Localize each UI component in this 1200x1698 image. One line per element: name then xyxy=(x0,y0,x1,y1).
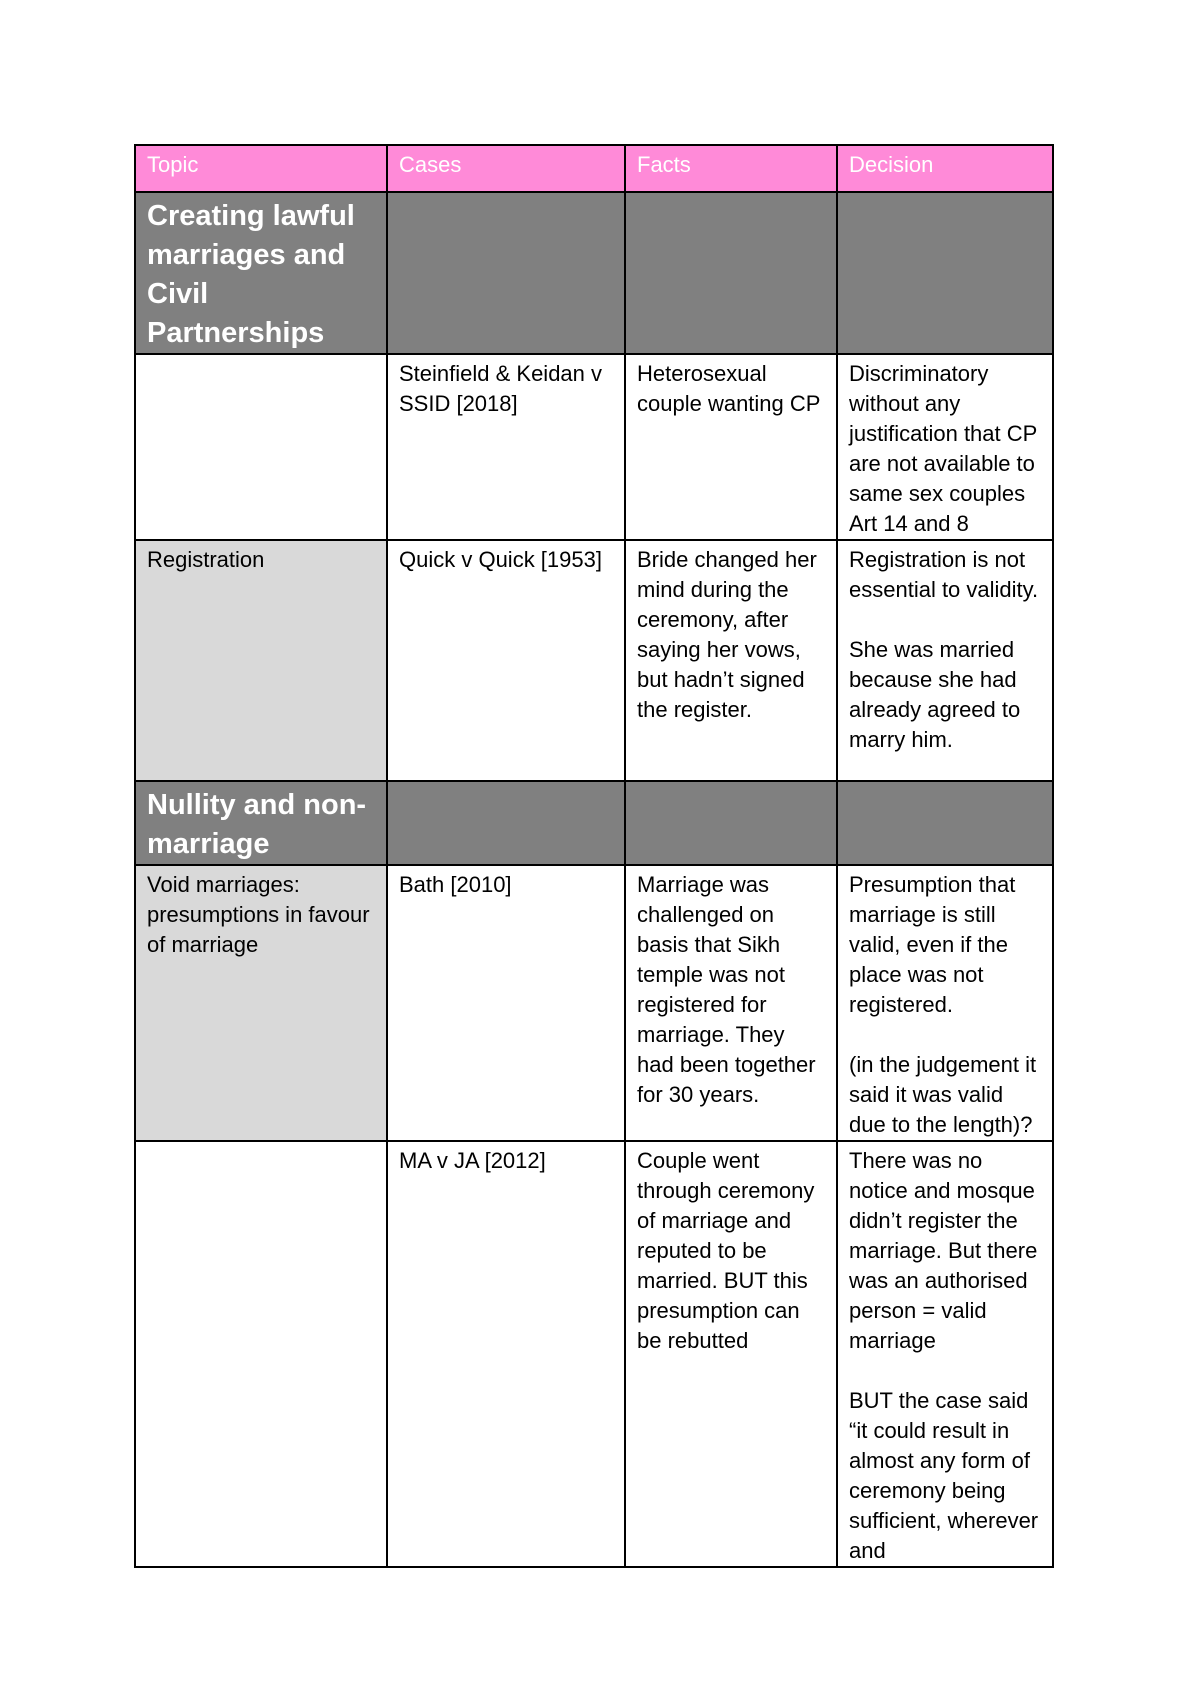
section-empty-cell xyxy=(837,781,1053,865)
decision-cell xyxy=(837,1141,1053,1567)
section-empty-cell xyxy=(625,781,837,865)
section-empty-cell xyxy=(625,192,837,354)
case-notes-table xyxy=(134,144,1054,1568)
table-row-steinfield xyxy=(135,354,1053,540)
decision-cell xyxy=(837,865,1053,1141)
decision-paragraph: Registration is not essential to validity. xyxy=(849,547,1039,602)
section-empty-cell xyxy=(387,192,625,354)
header-row xyxy=(135,145,1053,192)
topic-cell xyxy=(135,1141,387,1567)
decision-paragraph: (in the judgement it said it was valid due to the length)? xyxy=(849,1052,1037,1137)
decision-paragraph: BUT the case said “it could result in almost any form of ceremony being sufficient, wherever and xyxy=(849,1388,1039,1563)
facts-cell: Marriage was challenged on basis that Sikh temple was not registered for marriage. They had been together for 30 years. xyxy=(625,865,837,1141)
section-title-nullity: Nullity and non-marriage xyxy=(135,781,387,865)
table-row-bath xyxy=(135,865,1053,1141)
facts-cell: Bride changed her mind during the ceremony, after saying her vows, but hadn’t signed the register. xyxy=(625,540,837,781)
header-cases: Cases xyxy=(387,145,625,192)
table-row-quick xyxy=(135,540,1053,781)
section-row-nullity xyxy=(135,781,1053,865)
case-cell: Steinfield & Keidan v SSID [2018] xyxy=(387,354,625,540)
decision-paragraph: Presumption that marriage is still valid, even if the place was not registered. xyxy=(849,872,1016,1017)
section-title-creating: Creating lawful marriages and Civil Partnerships xyxy=(135,192,387,354)
facts-cell: Couple went through ceremony of marriage and reputed to be married. BUT this presumption can be rebutted xyxy=(625,1141,837,1567)
topic-cell: Void marriages: presumptions in favour of marriage xyxy=(135,865,387,1141)
table-row-maja xyxy=(135,1141,1053,1567)
decision-paragraph: She was married because she had already agreed to marry him. xyxy=(849,637,1021,752)
section-empty-cell xyxy=(837,192,1053,354)
case-cell: Bath [2010] xyxy=(387,865,625,1141)
header-decision: Decision xyxy=(837,145,1053,192)
facts-cell: Heterosexual couple wanting CP xyxy=(625,354,837,540)
header-facts: Facts xyxy=(625,145,837,192)
decision-cell xyxy=(837,540,1053,781)
section-row-creating xyxy=(135,192,1053,354)
topic-cell xyxy=(135,354,387,540)
topic-cell: Registration xyxy=(135,540,387,781)
header-topic: Topic xyxy=(135,145,387,192)
section-empty-cell xyxy=(387,781,625,865)
decision-cell: Discriminatory without any justification that CP are not available to same sex couples Art 14 and 8 xyxy=(837,354,1053,540)
case-cell: Quick v Quick [1953] xyxy=(387,540,625,781)
decision-paragraph: There was no notice and mosque didn’t register the marriage. But there was an authorised person = valid marriage xyxy=(849,1148,1038,1353)
case-cell: MA v JA [2012] xyxy=(387,1141,625,1567)
